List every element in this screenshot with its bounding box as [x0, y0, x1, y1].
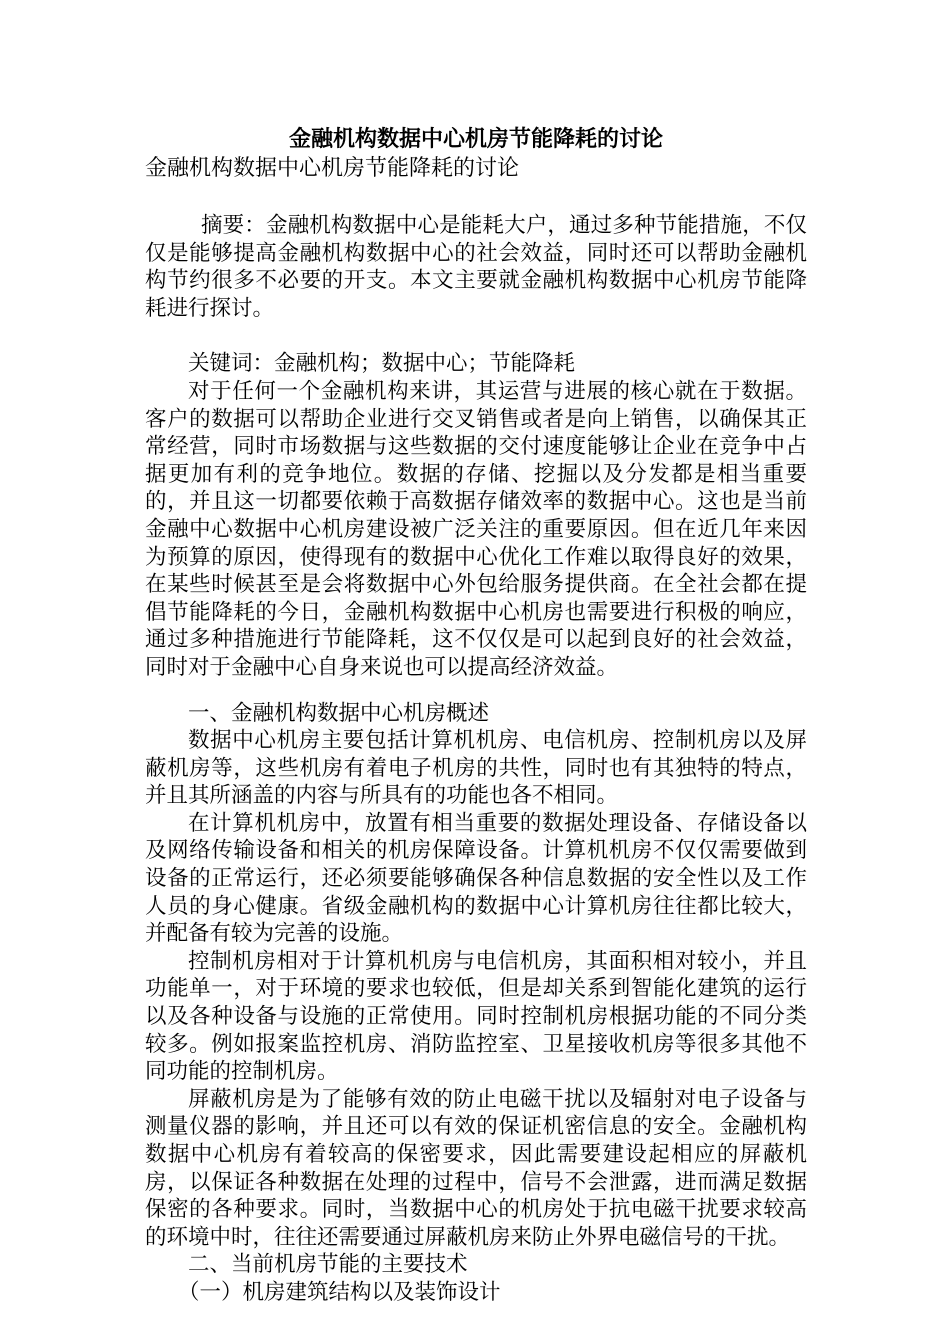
intro-paragraph: 对于任何一个金融机构来讲，其运营与进展的核心就在于数据。客户的数据可以帮助企业进行交叉销售或者是向上销售，以确保其正常经营，同时市场数据与这些数据的交付速度能够让企业在竞争中占据更加有利的竞争地位。数据的存储、挖掘以及分发都是相当重要的，并且这一切都要依赖于高数据存储效率的数据中心。这也是当前金融中心数据中心机房建设被广泛关注的重要原因。但在近几年来因为预算的原因，使得现有的数据中心优化工作难以取得良好的效果，在某些时候甚至是会将数据中心外包给服务提供商。在全社会都在提倡节能降耗的今日，金融机构数据中心机房也需要进行积极的响应，通过多种措施进行节能降耗，这不仅仅是可以起到良好的社会效益，同时对于金融中心自身来说也可以提高经济效益。: [145, 378, 807, 680]
section-1-paragraph-3: 控制机房相对于计算机机房与电信机房，其面积相对较小，并且功能单一，对于环境的要求也较低，但是却关系到智能化建筑的运行以及各种设备与设施的正常使用。同时控制机房根据功能的不同分类较多。例如报案监控机房、消防监控室、卫星接收机房等很多其他不同功能的控制机房。: [145, 948, 807, 1085]
section-2-subheading-1: （一）机房建筑结构以及装饰设计: [178, 1279, 501, 1305]
section-1-paragraph-4: 屏蔽机房是为了能够有效的防止电磁干扰以及辐射对电子设备与测量仪器的影响，并且还可以有效的保证机密信息的安全。金融机构数据中心机房有着较高的保密要求，因此需要建设起相应的屏蔽机房，以保证各种数据在处理的过程中，信号不会泄露，进而满足数据保密的各种要求。同时，当数据中心的机房处于抗电磁干扰要求较高的环境中时，往往还需要通过屏蔽机房来防止外界电磁信号的干扰。: [145, 1086, 807, 1250]
document-subtitle: 金融机构数据中心机房节能降耗的讨论: [145, 156, 520, 181]
abstract-paragraph: 摘要：金融机构数据中心是能耗大户，通过多种节能措施，不仅仅是能够提高金融机构数据中心的社会效益，同时还可以帮助金融机构节约很多不必要的开支。本文主要就金融机构数据中心机房节能降耗进行探讨。: [145, 213, 807, 321]
spacer: [145, 322, 807, 350]
spacer: [145, 682, 807, 700]
keywords-line: 关键词：金融机构；数据中心；节能降耗: [188, 351, 576, 377]
document-page: [145, 120, 807, 1307]
section-1-paragraph-1: 数据中心机房主要包括计算机机房、电信机房、控制机房以及屏蔽机房等，这些机房有着电子机房的共性，同时也有其独特的特点，并且其所涵盖的内容与所具有的功能也各不相同。: [145, 728, 807, 809]
section-2-heading: 二、当前机房节能的主要技术: [188, 1252, 468, 1278]
spacer: [145, 184, 807, 212]
document-title: 金融机构数据中心机房节能降耗的讨论: [288, 126, 663, 152]
section-1-paragraph-2: 在计算机机房中，放置有相当重要的数据处理设备、存储设备以及网络传输设备和相关的机房保障设备。计算机机房不仅仅需要做到设备的正常运行，还必须要能够确保各种信息数据的安全性以及工作人员的身心健康。省级金融机构的数据中心计算机房往往都比较大，并配备有较为完善的设施。: [145, 810, 807, 947]
section-1-heading: 一、金融机构数据中心机房概述: [188, 700, 490, 726]
